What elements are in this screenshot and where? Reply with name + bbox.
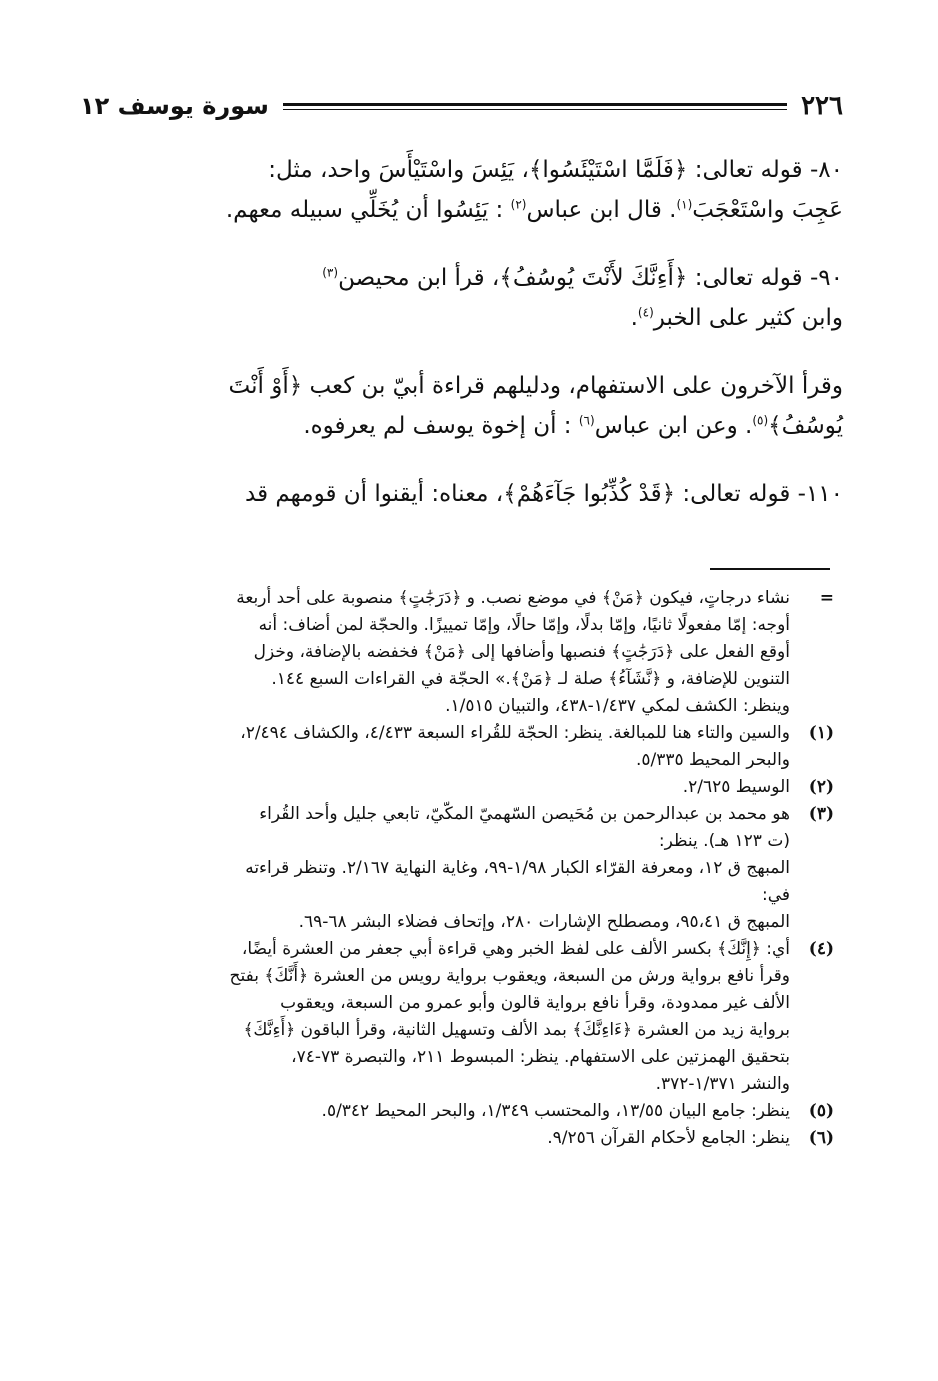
footnote-5 <box>80 1098 838 1125</box>
footnote-text <box>80 1098 790 1125</box>
footnote-line: ينظر: الجامع لأحكام القرآن ٩/٢٥٦. <box>547 1128 790 1148</box>
footnote-line: أوقع الفعل على ﴿دَرَجَٰتٍ﴾ فنصبها وأضافها إلى ﴿مَنْ﴾ فخفضه بالإضافة، وخزل <box>253 642 790 662</box>
footnote-3 <box>80 801 838 936</box>
footnote-line: الألف غير ممدودة، وقرأ نافع برواية قالون وأبو عمرو من السبعة، ويعقوب <box>280 993 790 1013</box>
footnote-line: الوسيط ٢/٦٢٥. <box>682 777 790 797</box>
paragraph-verse-80 <box>80 150 843 230</box>
footnote-line: ينظر: جامع البيان ١٣/٥٥، والمحتسب ١/٣٤٩، والبحر المحيط ٥/٣٤٢. <box>321 1101 790 1121</box>
paragraph-verse-110 <box>80 474 843 514</box>
footnote-ref-3[interactable]: (٣) <box>322 265 339 280</box>
p1-line2-b: . قال ابن عباس <box>526 197 677 223</box>
footnote-line: والسين والتاء هنا للمبالغة. ينظر: الحجّة للقُراء السبعة ٤/٤٣٣، والكشاف ٢/٤٩٤، <box>240 723 790 743</box>
footnote-line: (ت ١٢٣ هـ). ينظر: <box>658 831 790 851</box>
page-number: ٢٢٦ <box>801 91 843 121</box>
footnote-text <box>80 936 790 1098</box>
main-text <box>80 150 843 514</box>
footnote-line: المبهج ق ٩٥،٤١، ومصطلح الإشارات ٢٨٠، وإتحاف فضلاء البشر ٦٨-٦٩. <box>298 912 790 932</box>
footnote-line: والبحر المحيط ٥/٣٣٥. <box>635 750 790 770</box>
footnote-line: نشاء درجاتٍ، فيكون ﴿مَنْ﴾ في موضع نصب. و ﴿دَرَجَٰتٍ﴾ منصوبة على أحد أربعة <box>236 588 790 608</box>
footnote-text <box>80 585 790 720</box>
p2-line2-b: . <box>630 305 638 331</box>
footnote-marker: (١) <box>808 723 834 743</box>
paragraph-readings <box>80 366 843 446</box>
p4-line1: ١١٠- قوله تعالى: ﴿قَدْ كُذِّبُوا جَآءَهُمْ﴾، معناه: أيقنوا أن قومهم قد <box>245 481 843 507</box>
footnote-line: أي: ﴿إِنَّكَ﴾ بكسر الألف على لفظ الخبر وهي قراءة أبي جعفر من العشرة أيضًا، <box>241 939 790 959</box>
footnote-separator <box>710 568 830 570</box>
footnote-line: أوجه: إمّا مفعولًا ثانيًا، وإمّا بدلًا، وإمّا حالًا، وإمّا تمييزًا. والحجّة لمن أضاف: أنه <box>258 615 790 635</box>
p3-line2-c: : أن إخوة يوسف لم يعرفوه. <box>303 413 579 439</box>
footnote-line: في: <box>761 885 790 905</box>
footnotes <box>80 585 838 1152</box>
footnote-line: هو محمد بن عبدالرحمن بن مُحَيصن السّهميّ المكّيّ، تابعي جليل وأحد القُراء <box>259 804 790 824</box>
p3-line2-b: . وعن ابن عباس <box>594 413 753 439</box>
p1-line2-c: : يَئِسُوا أن يُخَلِّي سبيله معهم. <box>225 197 511 223</box>
p1-line1: ٨٠- قوله تعالى: ﴿فَلَمَّا اسْتَيْئَسُوا﴾، يَئِسَ واسْتَيْأَسَ واحد، مثل: <box>268 157 843 183</box>
running-header <box>80 86 843 126</box>
footnote-ref-2[interactable]: (٢) <box>510 197 527 212</box>
footnote-marker: (٢) <box>808 777 834 797</box>
footnote-marker: (٥) <box>808 1101 834 1121</box>
footnote-marker: (٤) <box>808 939 834 959</box>
footnote-ref-5[interactable]: (٥) <box>752 413 769 428</box>
footnote-line: وينظر: الكشف لمكي ١/٤٣٧-٤٣٨، والتبيان ١/٥١٥. <box>445 696 790 716</box>
header-double-rule <box>283 99 787 113</box>
p2-line2-a: وابن كثير على الخبر <box>653 305 843 331</box>
footnote-line: المبهج ق ١٢، ومعرفة القرّاء الكبار ١/٩٨-٩٩، وغاية النهاية ٢/١٦٧. وتنظر قراءته <box>245 858 790 878</box>
footnote-marker: (٦) <box>808 1128 834 1148</box>
footnote-1 <box>80 720 838 774</box>
footnote-text <box>80 774 790 801</box>
footnote-ref-4[interactable]: (٤) <box>637 305 654 320</box>
footnote-ref-1[interactable]: (١) <box>676 197 693 212</box>
footnote-line: بتحقيق الهمزتين على الاستفهام. ينظر: المبسوط ٢١١، والتبصرة ٧٣-٧٤، <box>291 1047 790 1067</box>
footnote-continuation <box>80 585 838 720</box>
p2-line1: ٩٠- قوله تعالى: ﴿أَءِنَّكَ لأَنْتَ يُوسُفُ﴾، قرأ ابن محيصن <box>338 265 843 291</box>
footnote-text <box>80 720 790 774</box>
footnote-line: التنوين للإضافة، و ﴿نَّشَآءُ﴾ صلة لـ ﴿مَنْ﴾.» الحجّة في القراءات السبع ١٤٤. <box>271 669 790 689</box>
footnote-line: برواية زيد من العشرة ﴿ءَاءِنَّكَ﴾ بمد الألف وتسهيل الثانية، وقرأ الباقون ﴿أَءِنَّكَ﴾ <box>243 1020 790 1040</box>
footnote-line: والنشر ١/٣٧١-٣٧٢. <box>655 1074 790 1094</box>
footnote-text <box>80 1125 790 1152</box>
footnote-marker: (٣) <box>808 804 834 824</box>
footnote-2 <box>80 774 838 801</box>
p1-line2-a: عَجِبَ واسْتَعْجَبَ <box>692 197 843 223</box>
footnote-line: وقرأ نافع برواية ورش من السبعة، ويعقوب برواية رويس من العشرة ﴿أَنَّكَ﴾ بفتح <box>229 966 790 986</box>
surah-title: سورة يوسف ١٢ <box>80 92 269 120</box>
footnote-text <box>80 801 790 936</box>
footnote-4 <box>80 936 838 1098</box>
continuation-marker: = <box>819 588 834 608</box>
p3-line1: وقرأ الآخرون على الاستفهام، ودليلهم قراءة أبيّ بن كعب ﴿أَوْ أَنْتَ <box>228 373 843 399</box>
p3-line2-a: يُوسُفُ﴾ <box>768 413 843 439</box>
footnote-ref-6[interactable]: (٦) <box>578 413 595 428</box>
paragraph-verse-90 <box>80 258 843 338</box>
footnote-6 <box>80 1125 838 1152</box>
